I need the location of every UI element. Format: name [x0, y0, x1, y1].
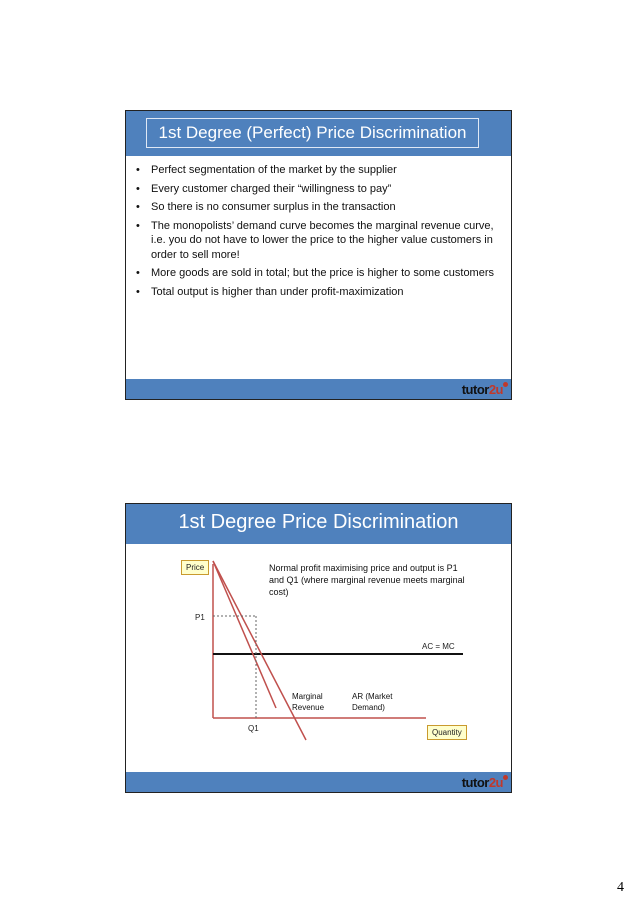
slide-1-footer — [126, 379, 511, 399]
marginal-revenue-curve — [213, 561, 276, 708]
logo-dot-icon — [503, 775, 508, 780]
chart-annotation: Normal profit maximising price and output is P1 and Q1 (where marginal revenue meets marginal cost) — [269, 563, 465, 597]
page-number: 4 — [617, 880, 624, 895]
p1-label: P1 — [195, 613, 205, 622]
logo-text-b: 2u — [488, 775, 503, 790]
logo-dot-icon — [503, 382, 508, 387]
bullet-item: • So there is no consumer surplus in the transaction — [136, 200, 498, 215]
slide-1-header — [126, 111, 511, 156]
slide-1 — [125, 110, 512, 400]
bullet-list — [136, 163, 498, 303]
bullet-item: • The monopolists’ demand curve becomes the marginal revenue curve, i.e. you do not have to lower the price to the higher value customers in order to sell more! — [136, 219, 498, 263]
q1-label: Q1 — [248, 724, 259, 733]
slide-2-title: 1st Degree Price Discrimination — [178, 511, 459, 533]
logo-text-b: 2u — [488, 382, 503, 397]
slide-1-title: 1st Degree (Perfect) Price Discrimination — [146, 118, 479, 148]
slide-2 — [125, 503, 512, 793]
logo-text-a: tutor — [461, 775, 489, 790]
ac-mc-label: AC = MC — [422, 642, 455, 651]
bullet-item: • Perfect segmentation of the market by the supplier — [136, 163, 498, 178]
bullet-item: • Total output is higher than under profit-maximization — [136, 285, 498, 300]
marginal-revenue-label: Marginal Revenue — [292, 692, 325, 712]
logo-text-a: tutor — [461, 382, 489, 397]
slide-2-footer — [126, 772, 511, 792]
quantity-axis-label: Quantity — [427, 725, 467, 740]
bullet-item: • Every customer charged their “willingness to pay” — [136, 182, 498, 197]
tutor2u-logo — [462, 775, 503, 790]
price-axis-label: Price — [181, 560, 209, 575]
ar-demand-label: AR (Market Demand) — [352, 692, 393, 712]
tutor2u-logo — [462, 382, 503, 397]
bullet-item: • More goods are sold in total; but the price is higher to some customers — [136, 266, 498, 281]
